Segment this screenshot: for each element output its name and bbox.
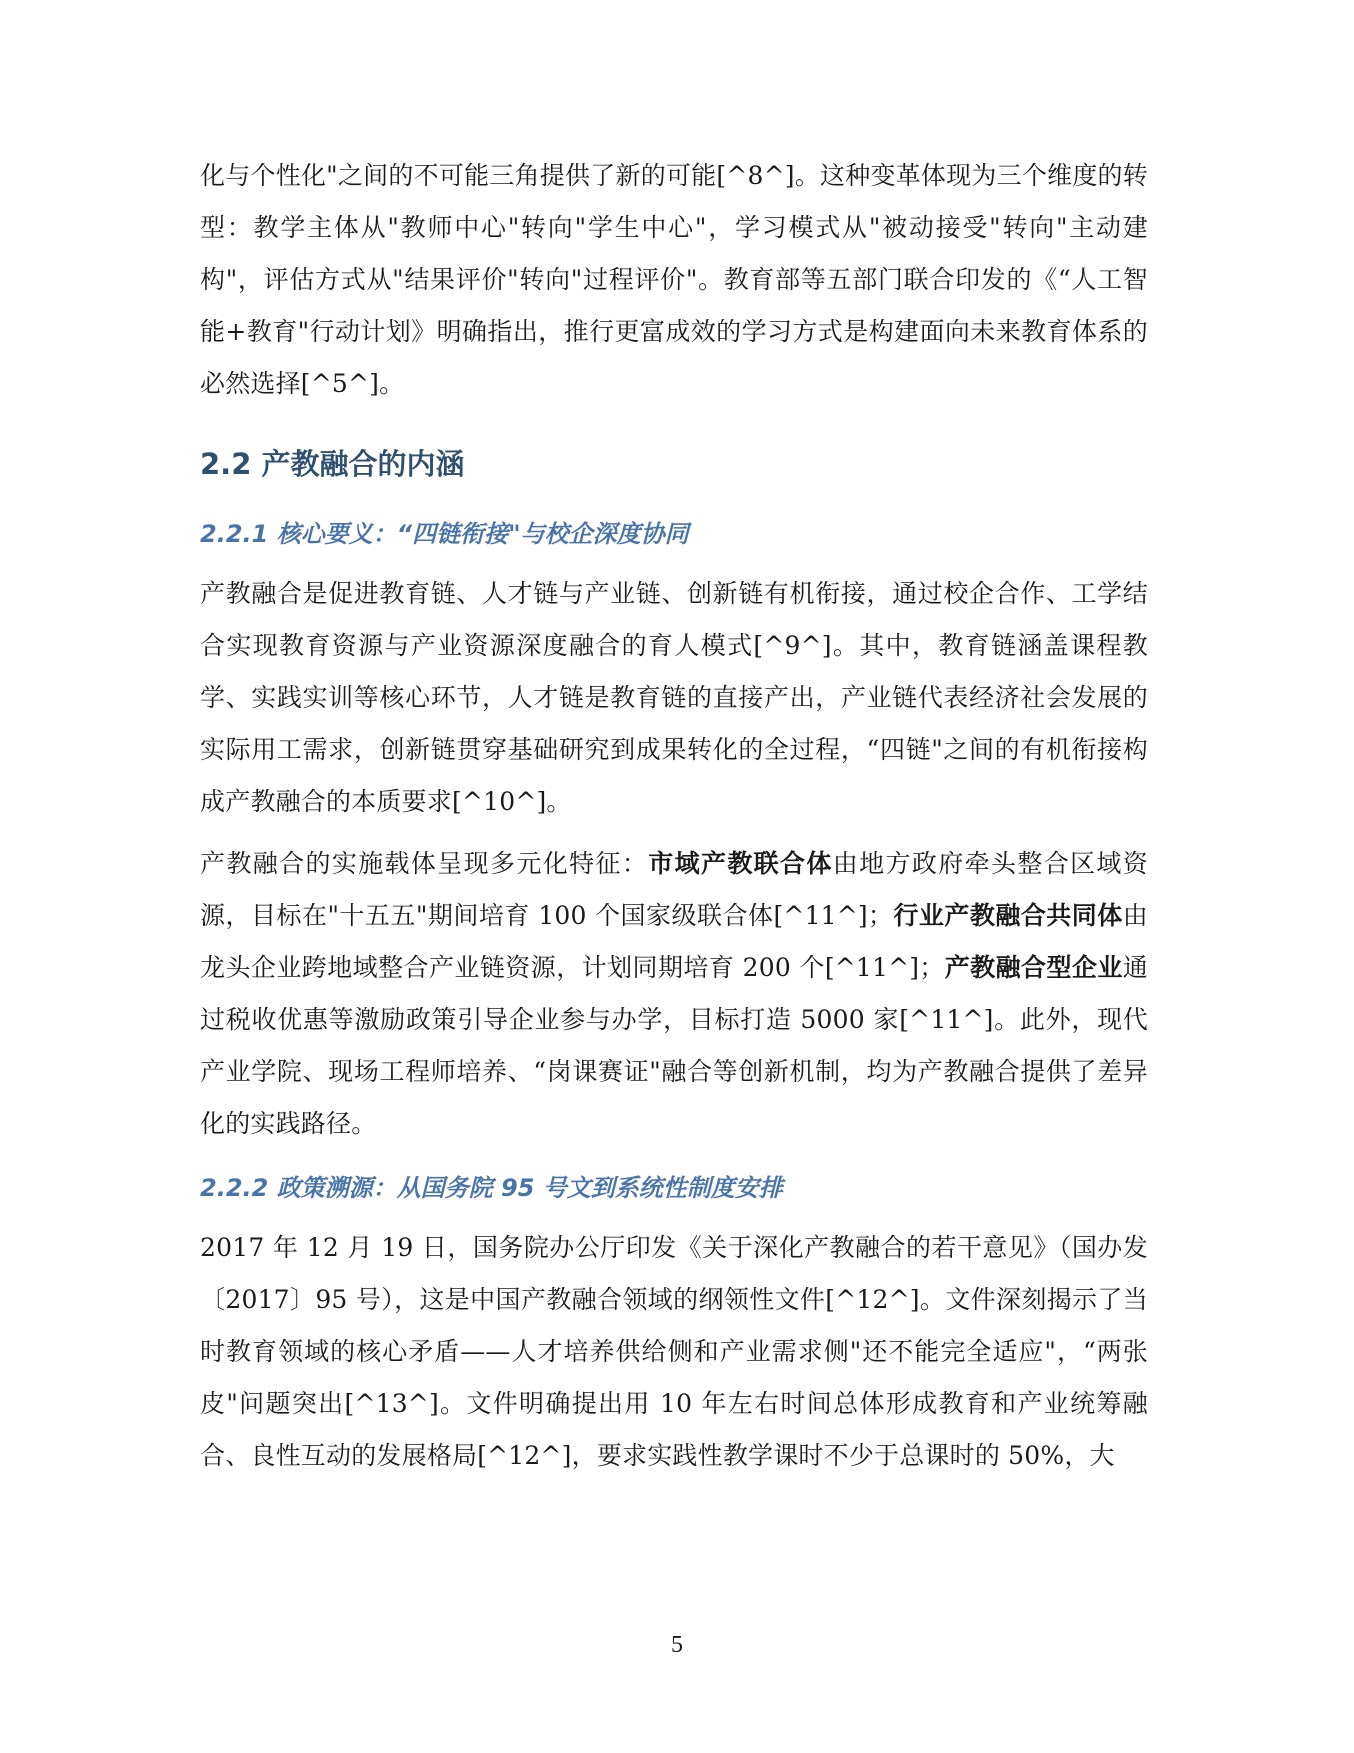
paragraph-carriers-text-4: 通过税收优惠等激励政策引导企业参与办学，目标打造 5000 家[^11^]。此外，现代产业学院、现场工程师培养、“岗课赛证"融合等创新机制，均为产教融合提供了差异化的实践路径。 bbox=[200, 953, 1148, 1138]
paragraph-carriers-text-1: 产教融合的实施载体呈现多元化特征： bbox=[200, 849, 649, 878]
subsection-heading-2-2-2: 2.2.2 政策溯源：从国务院 95 号文到系统性制度安排 bbox=[200, 1174, 783, 1202]
subsection-heading-2-2-1: 2.2.1 核心要义：“四链衔接"与校企深度协同 bbox=[200, 520, 689, 548]
document-page bbox=[200, 150, 1148, 1482]
paragraph-four-chains: 产教融合是促进教育链、人才链与产业链、创新链有机衔接，通过校企合作、工学结合实现教育资源与产业资源深度融合的育人模式[^9^]。其中，教育链涵盖课程教学、实践实训等核心环节，人才链是教育链的直接产出，产业链代表经济社会发展的实际用工需求，创新链贯穿基础研究到成果转化的全过程，“四链"之间的有机衔接构成产教融合的本质要求[^10^]。 bbox=[200, 579, 1148, 816]
paragraph-carriers bbox=[200, 838, 1148, 1150]
paragraph-carriers-text-3: 由龙头企业跨地域整合产业链资源，计划同期培育 200 个[^11^]； bbox=[200, 901, 1148, 982]
section-heading-2-2: 2.2 产教融合的内涵 bbox=[200, 447, 465, 481]
bold-term-city-alliance: 市域产教联合体 bbox=[648, 849, 833, 878]
bold-term-industry-community: 行业产教融合共同体 bbox=[893, 901, 1123, 930]
paragraph-intro-continuation: 化与个性化"之间的不可能三角提供了新的可能[^8^]。这种变革体现为三个维度的转型：教学主体从"教师中心"转向"学生中心"，学习模式从"被动接受"转向"主动建构"，评估方式从"结果评价"转向"过程评价"。教育部等五部门联合印发的《“人工智能+教育"行动计划》明确指出，推行更富成效的学习方式是构建面向未来教育体系的必然选择[^5^]。 bbox=[200, 161, 1148, 398]
bold-term-integration-enterprise: 产教融合型企业 bbox=[944, 953, 1123, 982]
paragraph-policy-origin: 2017 年 12 月 19 日，国务院办公厅印发《关于深化产教融合的若干意见》（国办发〔2017〕95 号），这是中国产教融合领域的纲领性文件[^12^]。文件深刻揭示了当时教育领域的核心矛盾——人才培养供给侧和产业需求侧"还不能完全适应"，“两张皮"问题突出[^13^]。文件明确提出用 10 年左右时间总体形成教育和产业统筹融合、良性互动的发展格局[^12^]，要求实践性教学课时不少于总课时的 50%，大 bbox=[200, 1233, 1148, 1470]
page-number: 5 bbox=[671, 1632, 683, 1658]
paragraph-carriers-text-2: 由地方政府牵头整合区域资源，目标在"十五五"期间培育 100 个国家级联合体[^11^]； bbox=[200, 849, 1148, 930]
